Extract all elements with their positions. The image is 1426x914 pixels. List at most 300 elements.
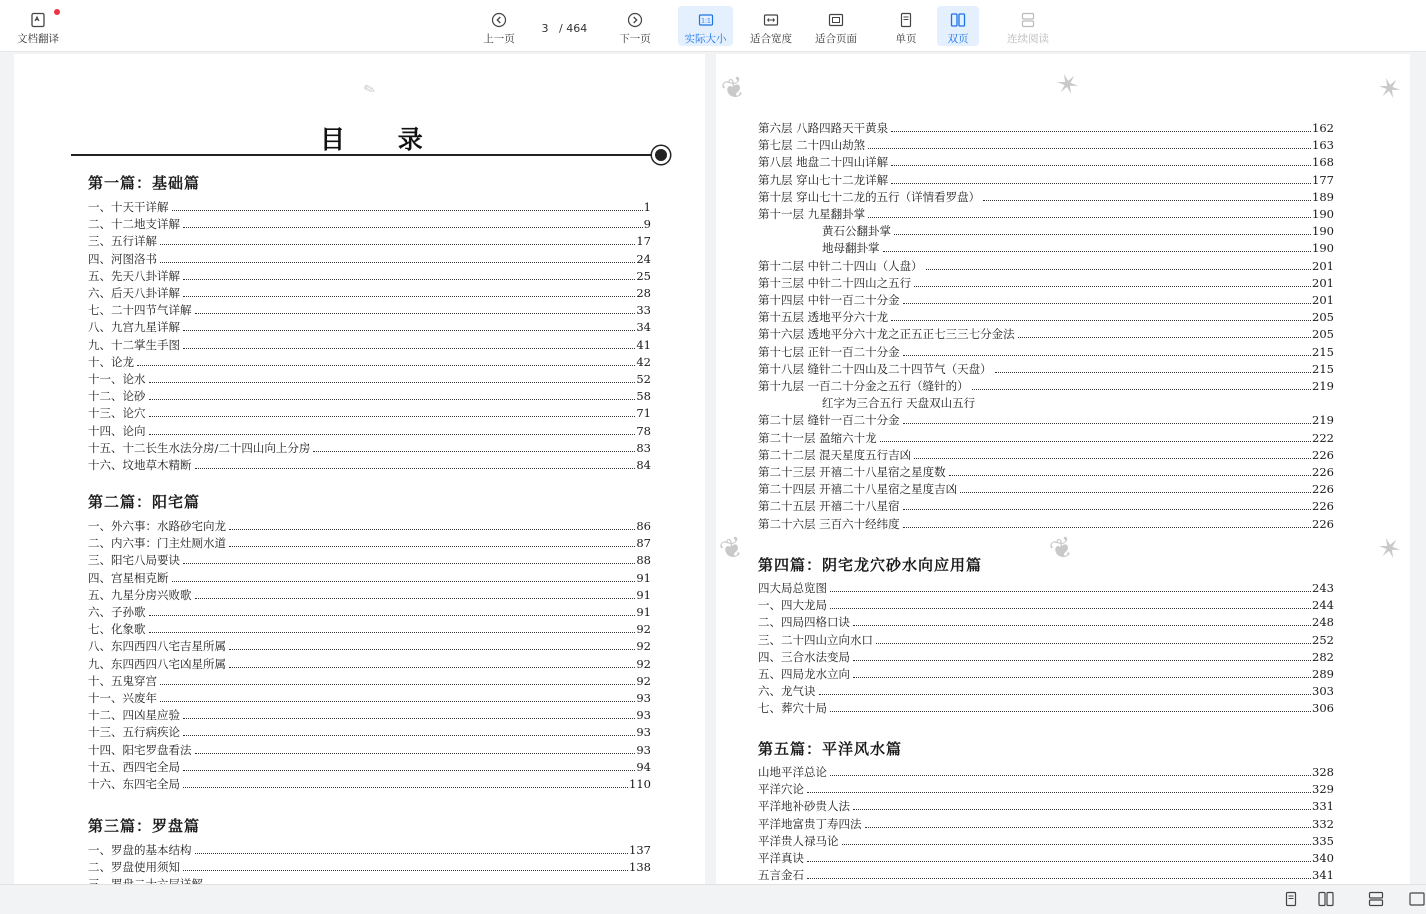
- dot-leader: [807, 792, 1311, 793]
- toc-entry-page: 93: [636, 691, 651, 705]
- dot-leader: [183, 735, 635, 736]
- toc-entry: [758, 700, 1334, 717]
- toc-entry: [88, 216, 651, 233]
- toc-entry-page: 331: [1312, 799, 1334, 814]
- continuous-read-icon: [1020, 12, 1036, 28]
- toc-entry: [758, 516, 1334, 533]
- single-page-view-icon[interactable]: [1282, 891, 1300, 907]
- page-indicator: [533, 16, 603, 40]
- continuous-read-button[interactable]: [1003, 6, 1053, 46]
- toc-entry-title: 第二十层 缝针一百二十分金: [758, 413, 900, 428]
- toc-entry-title: 九、东四西四八宅凶星所属: [88, 656, 226, 671]
- toc-entry-title: 三、五行详解: [88, 234, 157, 249]
- toc-entry-page: 137: [629, 843, 651, 857]
- dot-leader: [149, 632, 636, 633]
- dot-leader: [853, 809, 1311, 810]
- toc-entry-title: 第二十一层 盈缩六十龙: [758, 430, 877, 445]
- dot-leader: [894, 234, 1311, 235]
- fullscreen-icon[interactable]: [1408, 891, 1426, 907]
- fit-page-button[interactable]: [811, 6, 861, 46]
- dot-leader: [949, 475, 1311, 476]
- toc-entry: [88, 268, 651, 285]
- toc-entry: [88, 587, 651, 604]
- fit-width-button[interactable]: [746, 6, 796, 46]
- toc-entry-title: 七、二十四节气详解: [88, 303, 192, 318]
- toc-entry-title: 八、东四西四八宅吉星所属: [88, 639, 226, 654]
- toc-entry-title: 平洋穴论: [758, 782, 804, 797]
- dot-leader: [903, 303, 1311, 304]
- actual-size-icon: [698, 12, 714, 28]
- dot-leader: [880, 441, 1311, 442]
- toc-entry-title: 五言金石: [758, 868, 804, 883]
- toc-entry-page: 93: [636, 742, 651, 757]
- toc-entry-title: 第二十五层 开禧二十八星宿: [758, 499, 900, 514]
- toc-entry-title: 十一、兴废年: [88, 691, 157, 705]
- toc-entry-page: 306: [1312, 701, 1334, 716]
- dot-leader: [868, 217, 1311, 218]
- chevron-right-icon: [627, 12, 643, 28]
- toc-entry-title: 平洋真诀: [758, 851, 804, 865]
- toc-entry-page: 163: [1312, 138, 1334, 153]
- fit-width-label: 适合宽度: [750, 33, 792, 45]
- dot-leader: [903, 423, 1311, 424]
- toc-entry-title: 第十九层 一百二十分金之五行（缝针的）: [758, 379, 969, 393]
- toc-entry: [758, 666, 1334, 683]
- toc-entry-page: 58: [636, 389, 651, 404]
- dot-leader: [914, 286, 1311, 287]
- toc-entry-title: 平洋地富贵丁寿四法: [758, 816, 862, 831]
- toc-entry: [758, 344, 1334, 361]
- toc-entry-title: 四大局总览图: [758, 581, 827, 595]
- toc-entry: [88, 440, 651, 457]
- toc-entry: [758, 412, 1334, 429]
- toc-entry: [758, 867, 1334, 884]
- toc-entry-title: 三、二十四山立向水口: [758, 632, 873, 647]
- toc-entry: [88, 535, 651, 552]
- page-total: / 464: [559, 21, 588, 35]
- toc-entry-page: 91: [636, 570, 651, 585]
- toc-entry-page: 332: [1312, 816, 1334, 831]
- single-page-button[interactable]: [888, 6, 924, 46]
- watermark: ✎: [361, 80, 379, 100]
- toc-entry-page: 34: [636, 320, 651, 335]
- page-number-input[interactable]: 3: [541, 21, 549, 35]
- toc-entry-title: 十六、东四宅全局: [88, 777, 180, 791]
- toc-entry-page: 329: [1312, 782, 1334, 797]
- toc-entry: [758, 683, 1334, 700]
- toc-entry-page: 341: [1312, 868, 1334, 883]
- toc-entry: [758, 833, 1334, 850]
- dot-leader: [195, 468, 636, 469]
- toc-entry-title: 第十八层 缝针二十四山及二十四节气（天盘）: [758, 361, 992, 376]
- dot-leader: [926, 269, 1311, 270]
- chevron-left-icon: [491, 12, 507, 28]
- dot-leader: [229, 649, 635, 650]
- toc-entry-page: 91: [636, 587, 651, 602]
- toc-entry: [88, 319, 651, 336]
- dot-leader: [183, 348, 635, 349]
- section-heading: 第二篇：阳宅篇: [88, 493, 201, 511]
- toc-entry: [758, 378, 1334, 395]
- dot-leader: [195, 853, 629, 854]
- notification-dot: [54, 9, 60, 15]
- actual-size-label: 实际大小: [684, 33, 727, 45]
- toc-entry-title: 二、四局四格口诀: [758, 615, 850, 630]
- svg-text:1:1: 1:1: [700, 17, 711, 25]
- toc-entry: [88, 518, 651, 535]
- section-heading: 第一篇：基础篇: [88, 174, 201, 192]
- dot-leader: [195, 753, 636, 754]
- watermark: ✶: [1051, 64, 1085, 105]
- toc-entry-page: 252: [1312, 632, 1334, 647]
- toc-entry: [88, 552, 651, 569]
- toc-entry-page: 1: [643, 200, 651, 214]
- double-page-view-icon[interactable]: [1317, 891, 1335, 907]
- dot-leader: [842, 844, 1312, 845]
- toc-entry-page: 93: [636, 708, 651, 723]
- toc-entry: [758, 275, 1334, 292]
- toc-entry-title: 六、龙气诀: [758, 684, 816, 699]
- toc-entry-page: 222: [1312, 430, 1334, 445]
- toc-entry: [758, 580, 1334, 597]
- toc-entry-page: 248: [1312, 615, 1334, 630]
- toc-entry: [88, 690, 651, 707]
- dot-leader: [313, 451, 635, 452]
- toc-entry-page: 219: [1312, 413, 1334, 428]
- toc-entry-title: 第十四层 中针一百二十分金: [758, 293, 900, 307]
- toc-entry-title: 二、十二地支详解: [88, 217, 180, 232]
- toc-entry: [88, 337, 651, 354]
- toc-entry: [758, 447, 1334, 464]
- toc-entry-title: 地母翻卦掌: [822, 241, 880, 256]
- toc-entry-title: 八、九宫九星详解: [88, 320, 180, 335]
- status-bar: [0, 884, 1426, 914]
- toc-entry-title: 第十层 穿山七十二龙的五行（详情看罗盘）: [758, 189, 981, 204]
- dot-leader: [903, 527, 1311, 528]
- dot-leader: [1018, 337, 1311, 338]
- dot-leader: [183, 770, 635, 771]
- dot-leader: [960, 492, 1311, 493]
- toc-entry: [822, 223, 1334, 240]
- dot-leader: [149, 416, 636, 417]
- toc-entry-title: 十五、十二长生水法分房/二十四山向上分房: [88, 440, 311, 455]
- toc-entry: [88, 638, 651, 655]
- toc-entry-title: 一、罗盘的基本结构: [88, 843, 192, 857]
- toc-entry: [758, 189, 1334, 206]
- toc-entry-page: 110: [629, 777, 651, 791]
- toc-entry: [88, 570, 651, 587]
- dot-leader: [183, 870, 628, 871]
- toc-entry-page: 215: [1312, 344, 1334, 359]
- toc-entry-page: 162: [1312, 121, 1334, 135]
- toc-entry: [758, 120, 1334, 137]
- toc-entry-title: 黄石公翻卦掌: [822, 224, 891, 239]
- toc-entry-page: 205: [1312, 310, 1334, 325]
- toc-entry-page: 83: [636, 440, 651, 455]
- toc-entry: [758, 430, 1334, 447]
- next-page-label: 下一页: [619, 33, 651, 45]
- toolbar: [0, 0, 1426, 52]
- toc-entry: [88, 604, 651, 621]
- toc-entry-page: 190: [1312, 207, 1334, 221]
- dot-leader: [183, 227, 643, 228]
- toc-entry-page: 205: [1312, 327, 1334, 342]
- dot-leader: [183, 296, 635, 297]
- toc-entry: [88, 233, 651, 250]
- dot-leader: [807, 861, 1311, 862]
- toc-entry: [758, 764, 1334, 781]
- dot-leader: [819, 694, 1312, 695]
- toc-entry: [88, 842, 651, 859]
- actual-size-button[interactable]: [678, 6, 733, 46]
- toc-entry-page: 226: [1312, 482, 1334, 497]
- toc-entry: [758, 798, 1334, 815]
- dot-leader: [830, 608, 1311, 609]
- toc-entry: [88, 388, 651, 405]
- continuous-read-label: 连续阅读: [1007, 33, 1049, 45]
- toc-entry: [758, 597, 1334, 614]
- dot-leader: [995, 372, 1311, 373]
- toc-entry-page: 226: [1312, 447, 1334, 462]
- toc-entry-title: 第十一层 九星翻卦掌: [758, 207, 866, 221]
- toc-entry-title: 平洋贵人禄马论: [758, 833, 839, 848]
- toc-entry-title: 四、河图洛书: [88, 251, 157, 266]
- prev-page-button[interactable]: [478, 6, 520, 46]
- toc-entry-page: 289: [1312, 667, 1334, 681]
- toc-entry: [88, 302, 651, 319]
- section-heading: 第四篇：阴宅龙穴砂水向应用篇: [758, 556, 983, 574]
- toc-entry: [88, 457, 651, 474]
- translate-label: 文档翻译: [17, 33, 59, 45]
- toc-entry-title: 第十七层 正针一百二十分金: [758, 344, 900, 359]
- toc-entry-title: 十二、四凶星应验: [88, 708, 180, 723]
- toc-entry-page: 33: [636, 303, 651, 318]
- single-page-icon: [898, 12, 914, 28]
- right-page: [716, 54, 1410, 884]
- toc-entry-page: 328: [1312, 765, 1334, 779]
- toc-entry: [758, 498, 1334, 515]
- toc-entry-title: 十六、坟地草木精断: [88, 458, 192, 472]
- toc-entry-page: 201: [1312, 293, 1334, 307]
- toc-entry-page: 138: [629, 860, 651, 875]
- toc-entry-title: 第七层 二十四山劫煞: [758, 138, 866, 153]
- dot-leader: [172, 581, 636, 582]
- toc-entry-page: 168: [1312, 155, 1334, 170]
- toc-entry-title: 第九层 穿山七十二龙详解: [758, 172, 889, 187]
- dot-leader: [883, 251, 1312, 252]
- dot-leader: [229, 529, 635, 530]
- dot-leader: [891, 183, 1311, 184]
- toc-entry: [88, 673, 651, 690]
- dot-leader: [865, 827, 1312, 828]
- toc-entry-page: 88: [636, 553, 651, 568]
- dot-leader: [830, 711, 1311, 712]
- toc-entry: [758, 258, 1334, 275]
- toc-entry: [88, 724, 651, 741]
- left-page: [14, 54, 705, 884]
- toc-entry-page: 52: [636, 372, 651, 386]
- section-heading: 第五篇：平洋风水篇: [758, 740, 903, 758]
- toc-entry-page: 190: [1312, 224, 1334, 239]
- title-rule: [71, 154, 661, 156]
- translate-icon: [30, 12, 46, 28]
- toc-entry: [88, 199, 651, 216]
- dot-leader: [183, 718, 635, 719]
- dot-leader: [160, 684, 635, 685]
- dot-leader: [868, 148, 1311, 149]
- dot-leader: [891, 320, 1311, 321]
- toc-entry-page: 177: [1312, 172, 1334, 187]
- dot-leader: [172, 210, 643, 211]
- dot-leader: [149, 615, 636, 616]
- toc-entry-page: 201: [1312, 275, 1334, 290]
- watermark: ✶: [1373, 68, 1407, 109]
- toc-entry-page: 201: [1312, 258, 1334, 273]
- toc-entry: [88, 776, 651, 793]
- toc-entry-page: 28: [636, 286, 651, 300]
- toc-entry-title: 五、先天八卦详解: [88, 268, 180, 283]
- dot-leader: [149, 382, 636, 383]
- toc-entry-title: 红字为三合五行 天盘双山五行: [822, 396, 976, 411]
- fit-width-icon: [763, 12, 779, 28]
- toc-entry-page: 340: [1312, 851, 1334, 865]
- toc-entry-title: 第十五层 透地平分六十龙: [758, 310, 889, 325]
- toc-entry: [758, 850, 1334, 867]
- toc-entry-page: 189: [1312, 189, 1334, 204]
- toc-entry-page: 24: [636, 251, 651, 266]
- dot-leader: [983, 200, 1311, 201]
- toc-entry-title: 一、外六事：水路砂宅向龙: [88, 519, 226, 533]
- toc-entry-page: 78: [636, 423, 651, 438]
- toc-entry-title: 三、阳宅八局要诀: [88, 553, 180, 568]
- dot-leader: [229, 546, 635, 547]
- dot-leader: [876, 643, 1311, 644]
- continuous-view-icon[interactable]: [1367, 891, 1385, 907]
- watermark: ❦: [717, 68, 751, 109]
- toc-entry-page: 92: [636, 656, 651, 671]
- toc-entry-title: 一、四大龙局: [758, 598, 827, 613]
- toc-entry-page: 86: [636, 519, 651, 533]
- toc-entry-title: 十三、五行病疾论: [88, 725, 180, 740]
- dot-leader: [853, 625, 1311, 626]
- dot-leader: [229, 667, 635, 668]
- toc-entry: [88, 707, 651, 724]
- dot-leader: [891, 131, 1311, 132]
- toc-entry: [88, 405, 651, 422]
- page-title: 目 录: [320, 125, 445, 154]
- swirl-ornament: [652, 146, 670, 164]
- dot-leader: [160, 244, 635, 245]
- toc-entry: [88, 759, 651, 776]
- toc-entry-title: 五、四局龙水立向: [758, 667, 850, 681]
- toc-entry-page: 335: [1312, 833, 1334, 848]
- toc-entry-page: 303: [1312, 684, 1334, 699]
- toc-entry: [88, 423, 651, 440]
- dot-leader: [853, 660, 1311, 661]
- toc-entry: [822, 395, 1334, 412]
- toc-entry-title: 十二、论砂: [88, 389, 146, 404]
- toc-entry-page: 93: [636, 725, 651, 740]
- toc-entry-title: 第六层 八路四路天干黄泉: [758, 121, 889, 135]
- double-page-button[interactable]: [937, 6, 979, 46]
- toc-entry-title: 九、十二掌生手图: [88, 337, 180, 352]
- toc-entry-page: 71: [636, 406, 651, 421]
- dot-leader: [149, 434, 636, 435]
- dot-leader: [137, 365, 635, 366]
- toc-entry: [88, 742, 651, 759]
- toc-entry: [758, 481, 1334, 498]
- toc-entry-page: 215: [1312, 361, 1334, 376]
- toc-entry: [88, 354, 651, 371]
- toc-entry: [758, 361, 1334, 378]
- dot-leader: [149, 399, 636, 400]
- double-page-label: 双页: [947, 33, 969, 45]
- toc-entry: [758, 614, 1334, 631]
- toc-entry-title: 二、内六事：门主灶厕水道: [88, 536, 226, 551]
- toc-entry-page: 219: [1312, 379, 1334, 393]
- toc-entry-title: 十三、论穴: [88, 406, 146, 421]
- toc-entry-page: 92: [636, 673, 651, 688]
- toc-entry-title: 十一、论水: [88, 372, 146, 386]
- toc-entry-title: 十五、西四宅全局: [88, 759, 180, 774]
- toc-entry-title: 十四、论向: [88, 423, 146, 438]
- toc-entry-page: 25: [636, 268, 651, 283]
- toc-entry: [758, 649, 1334, 666]
- toc-entry: [88, 656, 651, 673]
- toc-entry-page: 243: [1312, 581, 1334, 595]
- fit-page-label: 适合页面: [815, 33, 857, 45]
- toc-entry-title: 第八层 地盘二十四山详解: [758, 155, 889, 170]
- dot-leader: [891, 165, 1311, 166]
- toc-entry: [88, 285, 651, 302]
- toc-entry-title: 平洋地补砂贵人法: [758, 799, 850, 814]
- toc-entry-page: 9: [643, 217, 651, 232]
- dot-leader: [972, 389, 1311, 390]
- toc-entry-title: 第十三层 中针二十四山之五行: [758, 275, 912, 290]
- toc-entry-page: 244: [1312, 598, 1334, 613]
- toc-entry-page: 84: [636, 458, 651, 472]
- dot-leader: [183, 787, 628, 788]
- dot-leader: [183, 563, 635, 564]
- next-page-button[interactable]: [614, 6, 656, 46]
- toc-entry-title: 第二十六层 三百六十经纬度: [758, 516, 900, 531]
- toc-entry: [822, 240, 1334, 257]
- dot-leader: [853, 677, 1311, 678]
- toc-entry-title: 第十二层 中针二十四山（人盘）: [758, 258, 923, 273]
- toc-entry-title: 一、十天干详解: [88, 200, 169, 214]
- fit-page-icon: [828, 12, 844, 28]
- toc-entry: [758, 206, 1334, 223]
- toc-entry: [758, 326, 1334, 343]
- dot-leader: [195, 598, 636, 599]
- toc-entry-title: 十、论龙: [88, 354, 134, 369]
- dot-leader: [914, 458, 1311, 459]
- toc-entry-page: 92: [636, 639, 651, 654]
- toc-entry-title: 四、三合水法变局: [758, 649, 850, 664]
- toc-entry: [758, 816, 1334, 833]
- dot-leader: [903, 509, 1311, 510]
- toc-entry-title: 七、化象歌: [88, 622, 146, 637]
- toc-entry-page: 92: [636, 622, 651, 637]
- watermark: ❦: [715, 528, 749, 569]
- toc-entry-page: 41: [636, 337, 651, 352]
- toc-entry-title: 四、宫星相克断: [88, 570, 169, 585]
- dot-leader: [160, 262, 635, 263]
- toc-entry-page: 91: [636, 605, 651, 619]
- toc-entry-page: 226: [1312, 499, 1334, 514]
- toc-entry-title: 七、葬穴十局: [758, 701, 827, 716]
- toc-entry-title: 六、后天八卦详解: [88, 286, 180, 300]
